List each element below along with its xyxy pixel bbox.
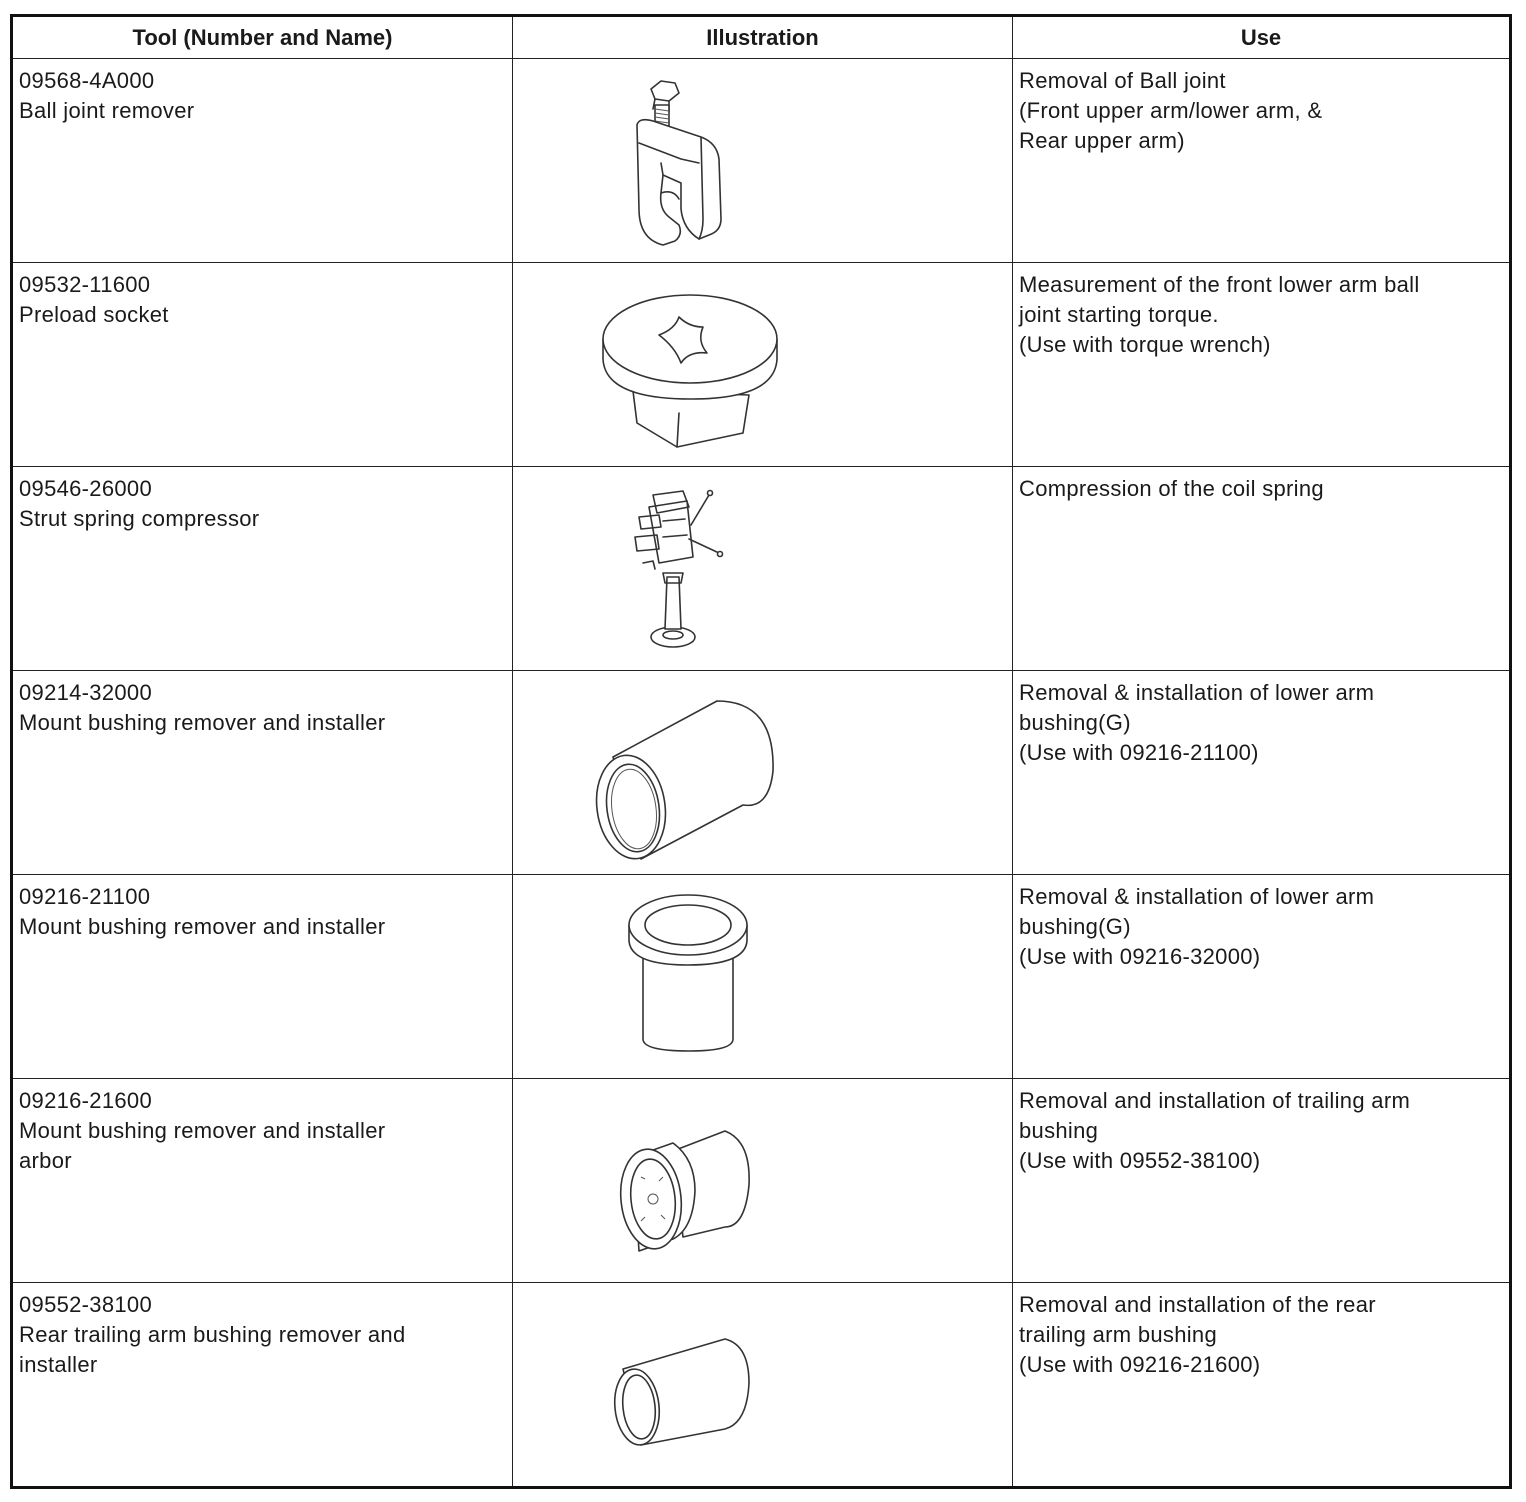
tool-cell xyxy=(12,59,513,263)
use-cell xyxy=(1013,1079,1511,1283)
illustration-cell xyxy=(513,263,1013,467)
tool-name: Mount bushing remover and installer xyxy=(19,1118,386,1143)
use-line: (Use with 09216-32000) xyxy=(1019,944,1261,969)
use-cell xyxy=(1013,671,1511,875)
illustration-cell xyxy=(513,1079,1013,1283)
use-line: bushing(G) xyxy=(1019,710,1131,735)
tool-number: 09552-38100 xyxy=(19,1292,152,1317)
use-line: Removal and installation of trailing arm xyxy=(1019,1088,1411,1113)
flanged-bushing-driver-icon xyxy=(513,875,1012,1078)
use-cell xyxy=(1013,875,1511,1079)
header-illustration: Illustration xyxy=(513,16,1013,59)
use-line: bushing xyxy=(1019,1118,1099,1143)
tool-name: Mount bushing remover and installer xyxy=(19,914,386,939)
tool-name: Ball joint remover xyxy=(19,98,195,123)
tool-cell xyxy=(12,875,513,1079)
tool-number: 09216-21100 xyxy=(19,884,151,909)
tool-name: Mount bushing remover and installer xyxy=(19,710,386,735)
preload-socket-icon xyxy=(513,263,1012,466)
use-line: (Use with torque wrench) xyxy=(1019,332,1271,357)
table-row xyxy=(12,671,1511,875)
tool-name: Preload socket xyxy=(19,302,169,327)
use-line: Measurement of the front lower arm ball xyxy=(1019,272,1420,297)
ball-joint-remover-icon xyxy=(513,59,1012,262)
use-line: (Use with 09552-38100) xyxy=(1019,1148,1261,1173)
special-tools-table xyxy=(10,14,1512,1489)
tool-cell xyxy=(12,1079,513,1283)
tool-name: Strut spring compressor xyxy=(19,506,260,531)
bushing-arbor-icon xyxy=(513,1079,1012,1282)
use-line: Removal of Ball joint xyxy=(1019,68,1226,93)
use-line: joint starting torque. xyxy=(1019,302,1219,327)
table-row xyxy=(12,59,1511,263)
use-cell xyxy=(1013,1283,1511,1488)
table-row xyxy=(12,875,1511,1079)
tool-number: 09568-4A000 xyxy=(19,68,155,93)
use-line: bushing(G) xyxy=(1019,914,1131,939)
use-line: Removal & installation of lower arm xyxy=(1019,680,1375,705)
tool-number: 09546-26000 xyxy=(19,476,152,501)
use-line: Removal & installation of lower arm xyxy=(1019,884,1375,909)
use-cell xyxy=(1013,59,1511,263)
illustration-cell xyxy=(513,671,1013,875)
strut-spring-compressor-icon xyxy=(513,467,1012,670)
table-row xyxy=(12,467,1511,671)
tool-cell xyxy=(12,1283,513,1488)
use-line: (Use with 09216-21100) xyxy=(1019,740,1259,765)
tool-cell xyxy=(12,671,513,875)
tool-number: 09214-32000 xyxy=(19,680,152,705)
header-use: Use xyxy=(1013,16,1511,59)
mount-bushing-tube-icon xyxy=(513,671,1012,874)
tool-cell xyxy=(12,263,513,467)
illustration-cell xyxy=(513,1283,1013,1488)
tool-number: 09216-21600 xyxy=(19,1088,152,1113)
use-line: (Front upper arm/lower arm, & xyxy=(1019,98,1323,123)
tool-cell xyxy=(12,467,513,671)
illustration-cell xyxy=(513,875,1013,1079)
tool-number: 09532-11600 xyxy=(19,272,151,297)
table-row xyxy=(12,1283,1511,1488)
tool-name: installer xyxy=(19,1352,98,1377)
use-line: Rear upper arm) xyxy=(1019,128,1185,153)
use-cell xyxy=(1013,467,1511,671)
use-line: (Use with 09216-21600) xyxy=(1019,1352,1261,1377)
trailing-arm-sleeve-icon xyxy=(513,1283,1012,1486)
use-cell xyxy=(1013,263,1511,467)
header-tool: Tool (Number and Name) xyxy=(12,16,513,59)
use-line: Removal and installation of the rear xyxy=(1019,1292,1376,1317)
tool-name: Rear trailing arm bushing remover and xyxy=(19,1322,406,1347)
table-header-row xyxy=(12,16,1511,59)
use-line: trailing arm bushing xyxy=(1019,1322,1217,1347)
illustration-cell xyxy=(513,467,1013,671)
use-line: Compression of the coil spring xyxy=(1019,476,1324,501)
tool-name: arbor xyxy=(19,1148,72,1173)
table-row xyxy=(12,1079,1511,1283)
illustration-cell xyxy=(513,59,1013,263)
table-row xyxy=(12,263,1511,467)
